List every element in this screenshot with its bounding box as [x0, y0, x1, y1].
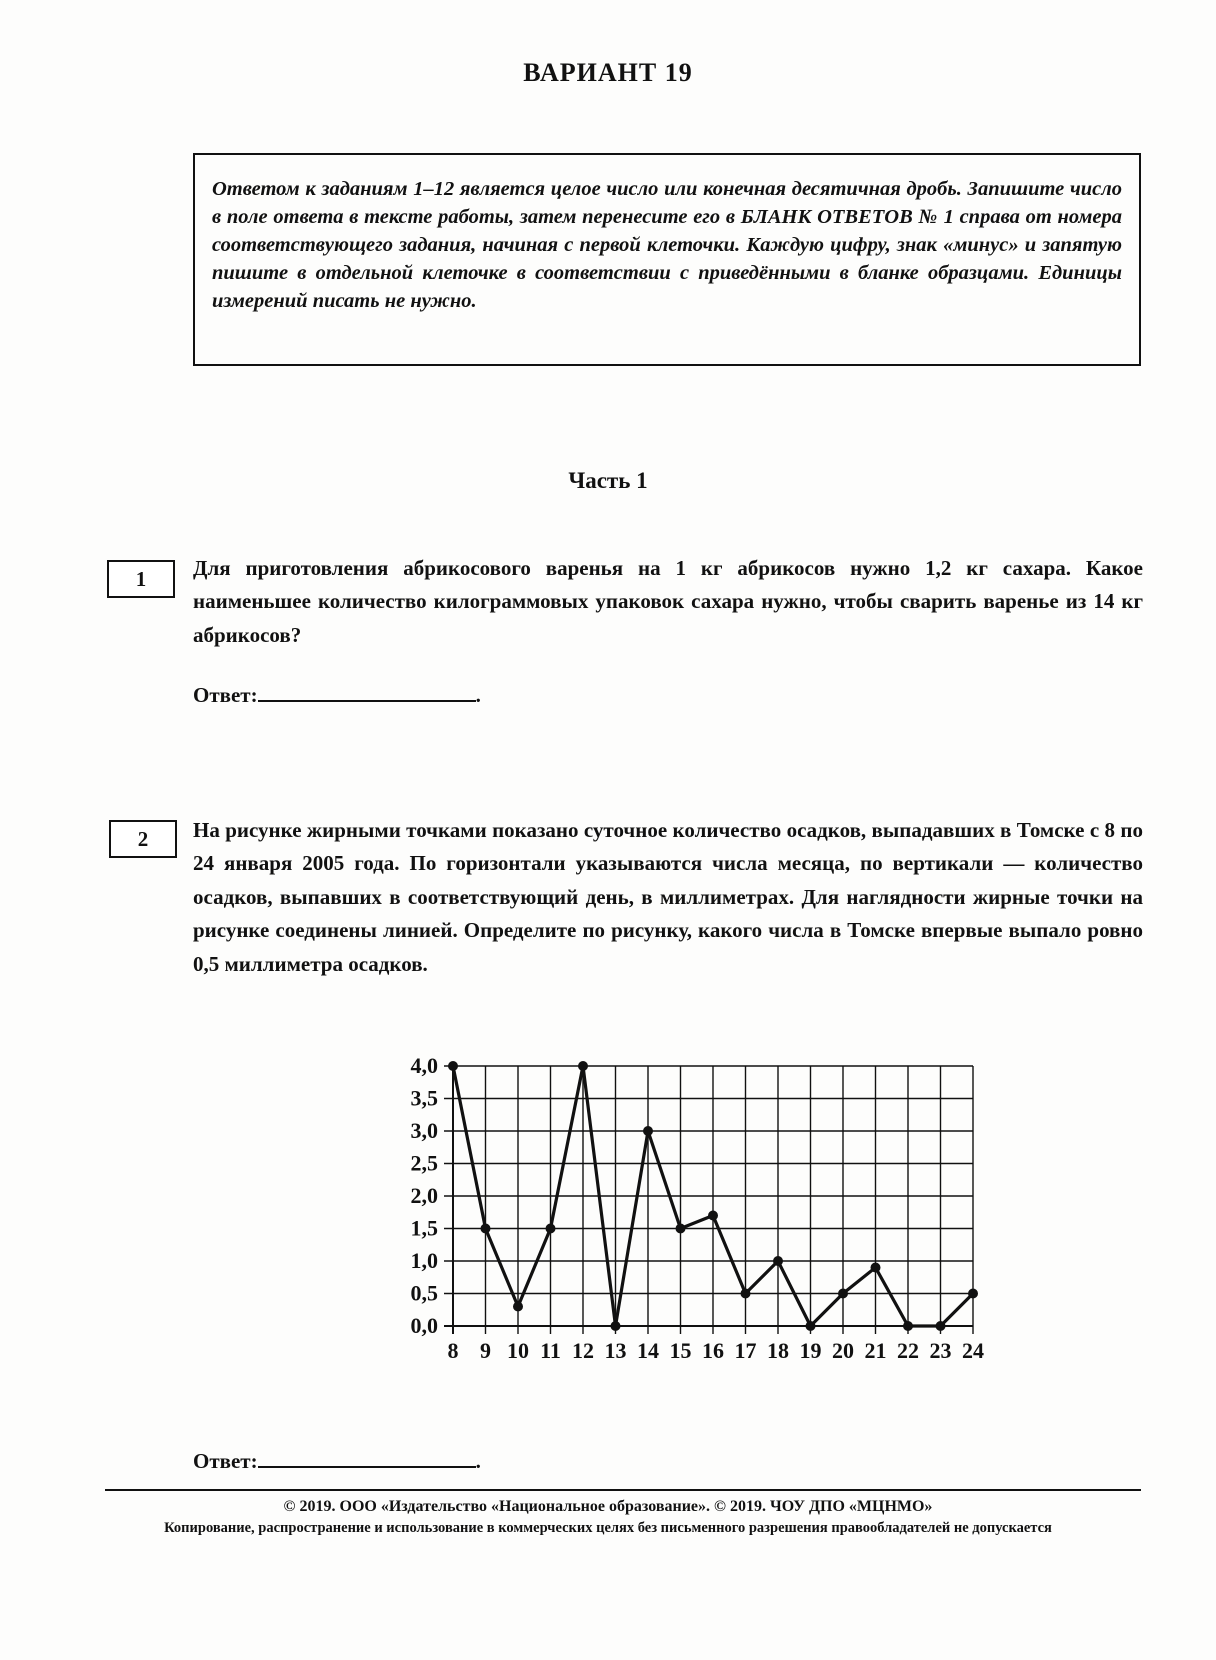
instruction-box: [193, 153, 1141, 366]
answer-blank[interactable]: [258, 1446, 476, 1468]
problem-2-text: На рисунке жирными точками показано суточное количество осадков, выпадавших в Томске с 8 по 24 января 2005 года. По горизонтали указываются числа месяца, по вертикали — количество осадков, выпавших в соответствующий день, в миллиметрах. Для наглядности жирные точки на рисунке соединены линией. Определите по рисунку, какого числа в Томске впервые выпало ровно 0,5 миллиметра осадков.: [193, 818, 1143, 976]
page-title: ВАРИАНТ 19: [523, 58, 693, 87]
answer-period: .: [475, 1449, 481, 1473]
chart-point: [643, 1126, 653, 1136]
chart-point: [676, 1224, 686, 1234]
chart-point: [611, 1321, 621, 1331]
answer-label: Ответ:: [193, 1449, 258, 1473]
chart-point: [968, 1289, 978, 1299]
part-heading: Часть 1: [568, 468, 648, 493]
footer-notice: Копирование, распространение и использование в коммерческих целях без письменного разрешения правообладателей не допускается: [164, 1520, 1052, 1536]
x-tick-label: 18: [767, 1338, 789, 1363]
y-tick-label: 0,0: [410, 1313, 438, 1338]
chart-point: [546, 1224, 556, 1234]
x-tick-label: 11: [540, 1338, 561, 1363]
chart-point: [838, 1289, 848, 1299]
x-tick-label: 21: [864, 1338, 887, 1363]
precipitation-chart: [378, 1040, 998, 1370]
x-tick-label: 15: [669, 1338, 692, 1363]
chart-point: [578, 1061, 588, 1071]
chart-point: [806, 1321, 816, 1331]
footer-divider: [105, 1489, 1141, 1491]
chart-point: [708, 1211, 718, 1221]
y-tick-label: 2,0: [410, 1183, 438, 1208]
problem-1-text: Для приготовления абрикосового варенья на 1 кг абрикосов нужно 1,2 кг сахара. Какое наименьшее количество килограммовых упаковок сахара нужно, чтобы сварить варенье из 14 кг абрикосов?: [193, 556, 1143, 647]
chart-point: [936, 1321, 946, 1331]
x-tick-label: 16: [702, 1338, 724, 1363]
x-tick-label: 24: [962, 1338, 984, 1363]
y-tick-label: 3,5: [410, 1085, 438, 1111]
chart-point: [773, 1256, 783, 1266]
x-tick-label: 10: [507, 1338, 529, 1363]
chart-point: [448, 1061, 458, 1071]
problem-1-answer-row: [193, 680, 481, 708]
precipitation-chart-svg: [378, 1040, 998, 1370]
problem-1-number-box: [107, 560, 175, 598]
x-tick-label: 13: [604, 1338, 627, 1363]
y-tick-label: 1,5: [410, 1215, 438, 1241]
y-tick-label: 0,5: [410, 1280, 438, 1306]
problem-1-number: 1: [135, 566, 147, 591]
instruction-text: Ответом к заданиям 1–12 является целое число или конечная десятичная дробь. Запишите число в поле ответа в тексте работы, затем перенесите его в БЛАНК ОТВЕТОВ № 1 справа от номера соответствующего задания, начиная с первой клеточки. Каждую цифру, знак «минус» и запятую пишите в отдельной клеточке в соответствии с приведёнными в бланке образцами. Единицы измерений писать не нужно.: [212, 178, 1122, 312]
problem-2-number-box: [109, 820, 177, 858]
chart-point: [871, 1263, 881, 1273]
problem-2-number: 2: [137, 826, 149, 851]
x-tick-label: 9: [480, 1338, 491, 1363]
x-tick-label: 20: [832, 1338, 854, 1363]
chart-point: [903, 1321, 913, 1331]
answer-period: .: [475, 683, 481, 707]
x-tick-label: 22: [897, 1338, 919, 1363]
answer-blank[interactable]: [258, 680, 476, 702]
problem-2-answer-row: [193, 1446, 481, 1474]
x-tick-label: 19: [799, 1338, 822, 1363]
footer-copyright: © 2019. ООО «Издательство «Национальное образование». © 2019. ЧОУ ДПО «МЦНМО»: [283, 1498, 933, 1515]
answer-label: Ответ:: [193, 683, 258, 707]
x-tick-label: 23: [929, 1338, 952, 1363]
chart-point: [481, 1224, 491, 1234]
x-tick-label: 8: [447, 1338, 459, 1363]
y-tick-label: 2,5: [410, 1150, 438, 1176]
x-tick-label: 12: [572, 1338, 594, 1363]
x-tick-label: 14: [637, 1338, 659, 1363]
y-tick-label: 1,0: [410, 1248, 438, 1273]
y-tick-label: 4,0: [410, 1053, 438, 1078]
chart-point: [513, 1302, 523, 1312]
x-tick-label: 17: [734, 1338, 757, 1363]
chart-point: [741, 1289, 751, 1299]
y-tick-label: 3,0: [410, 1118, 438, 1143]
